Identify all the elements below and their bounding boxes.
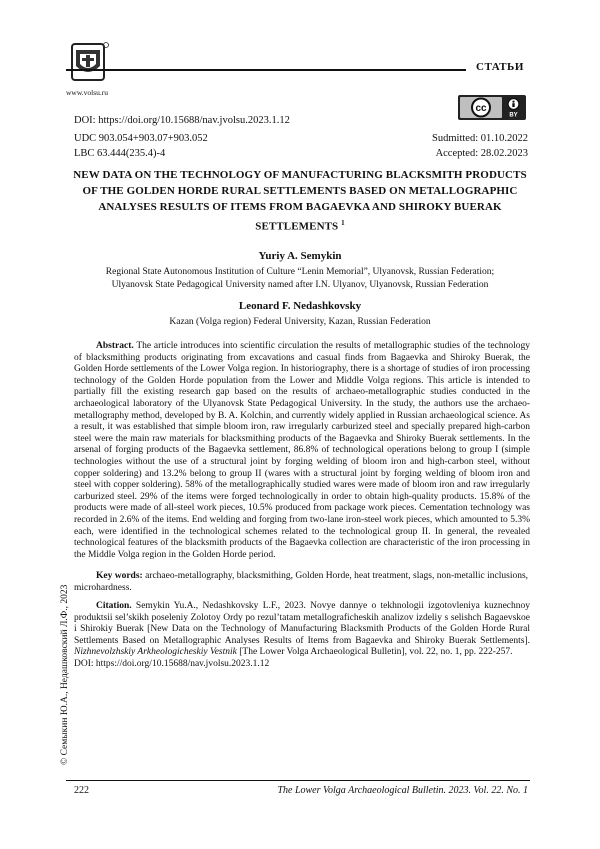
page-number: 222 xyxy=(74,785,89,796)
svg-text:BY: BY xyxy=(509,112,518,118)
citation-label: Citation. xyxy=(96,601,132,611)
title-footnote-mark: 1 xyxy=(341,219,345,227)
keywords-text: archaeo-metallography, blacksmithing, Golden Horde, heat treatment, slags, non-metallic inclusions, microhardness. xyxy=(74,571,529,593)
section-label: СТАТЬИ xyxy=(476,61,524,73)
cc-icon xyxy=(460,97,502,118)
keywords xyxy=(74,571,530,594)
university-logo xyxy=(66,40,110,84)
header-rule xyxy=(66,69,466,71)
author-name: Yuriy A. Semykin xyxy=(258,250,342,262)
author-affiliation: Kazan (Volga region) Federal University, Kazan, Russian Federation xyxy=(169,317,431,327)
abstract-text: The article introduces into scientific circulation the results of metallographic studies of the technology of blacksmithing products originating from excavations and casual finds from Bagaevka and Shiroky Buerak, the Golden Horde settlements of the Lower Volga region. In historiography, there is a shortage of studies of iron processing technology of the Golden Horde population from the Lower and Middle Volga regions. This article is intended to partially fill the existing research gap based on the results of archaeo-metallographic studies conducted in the archaeological laboratory of the Ulyanovsk State Pedagogical University. In the study, the authors use the archaeo-metallography method, developed by B. A. Kolchin, and currently widely applied in Russian archaeological science. As a result, it was established that simple bloom iron, raw irregularly carburized steel and specially prepared high-carbon steel were the main raw materials for blacksmithing products of the Bagaevka and Shiroky Buerak settlements. In the arsenal of forging products of the Bagaevka settlement, 86.8% of technological operations belong to group I (simple technologies without the use of a structural joint by forging welding of bloom iron and high-carbon steel, without copper soldering) and 13.2% belong to group II (wares with a structural joint by forging welding of bloom iron and steel with copper soldering). 58% of the metallographically studied wares were made of bloom iron and raw irregularly carburized steel. 29% of the items were forged technologically in order to obtain high-quality products. 15.8% of the products were made of all-steel work pieces, 10.5% produced from package work pieces. Cementation technology was recorded in 2.6% of the items. End welding and forging from two-lane iron-steel work pieces, which amounted to 5.3% each, were identified in the technological schemes related to the technological group II. In general, the revealed technological features of the blacksmith products of the Bagaevka collection are characteristic of the iron processing in the Middle Volga region in the Golden Horde period. xyxy=(74,341,530,560)
by-icon xyxy=(503,97,524,118)
svg-text:cc: cc xyxy=(475,103,487,115)
accepted-date: Accepted: 28.02.2023 xyxy=(435,148,528,159)
author-affiliation: Regional State Autonomous Institution of Culture “Lenin Memorial”, Ulyanovsk, Russian Federation; xyxy=(105,267,495,277)
citation-doi: DOI: https://doi.org/10.15688/nav.jvolsu.2023.1.12 xyxy=(74,658,270,669)
doi: DOI: https://doi.org/10.15688/nav.jvolsu.2023.1.12 xyxy=(74,115,290,126)
citation-journal: Nizhnevolzhskiy Arkheologicheskiy Vestnik xyxy=(74,647,237,658)
cc-by-license-badge xyxy=(458,95,526,120)
citation xyxy=(74,601,530,671)
author-name: Leonard F. Nedashkovsky xyxy=(238,300,362,312)
title-text: NEW DATA ON THE TECHNOLOGY OF MANUFACTURING BLACKSMITH PRODUCTS OF THE GOLDEN HORDE RURAL SETTLEMENTS BASED ON METALLOGRAPHIC ANALYSES RESULTS OF ITEMS FROM BAGAEVKA AND SHIROKY BUERAK SETTLEMENTS xyxy=(73,169,527,233)
author-affiliation: Ulyanovsk State Pedagogical University named after I.N. Ulyanov, Ulyanovsk, Russian Federation xyxy=(111,280,489,290)
journal-footer: The Lower Volga Archaeological Bulletin. 2023. Vol. 22. No. 1 xyxy=(277,785,528,796)
copyright-notice: © Семыкин Ю.А., Недашковский Л.Ф., 2023 xyxy=(60,584,70,765)
citation-text-end: [The Lower Volga Archaeological Bulletin], vol. 22, no. 1, pp. 222-257. xyxy=(236,647,513,658)
keywords-label: Key words: xyxy=(96,571,143,581)
article-title xyxy=(70,167,530,235)
abstract-label: Abstract. xyxy=(96,341,134,351)
udc-code: UDC 903.054+903.07+903.052 xyxy=(74,133,208,144)
submitted-date: Sudmitted: 01.10.2022 xyxy=(432,133,528,144)
site-url: www.volsu.ru xyxy=(66,88,109,97)
lbc-code: LBC 63.444(235.4)-4 xyxy=(74,148,166,159)
citation-text: Semykin Yu.A., Nedashkovsky L.F., 2023. Novye dannye o tekhnologii izgotovleniya kuznechnoy produktsii sel’skikh poseleniy Zolotoy Ordy po rezul’tatam metallograficheskih analizov izdeliy s selishch Bagaevskoe i Shirokiy Buerak [New Data on the Technology of Manufacturing Blacksmith Products of the Golden Horde Rural Settlements Based on Metallographic Analyses Results of Items from Bagaevka and Shiroky Buerak Settlements]. xyxy=(74,601,530,646)
abstract xyxy=(74,341,530,561)
footer-rule xyxy=(66,780,530,781)
